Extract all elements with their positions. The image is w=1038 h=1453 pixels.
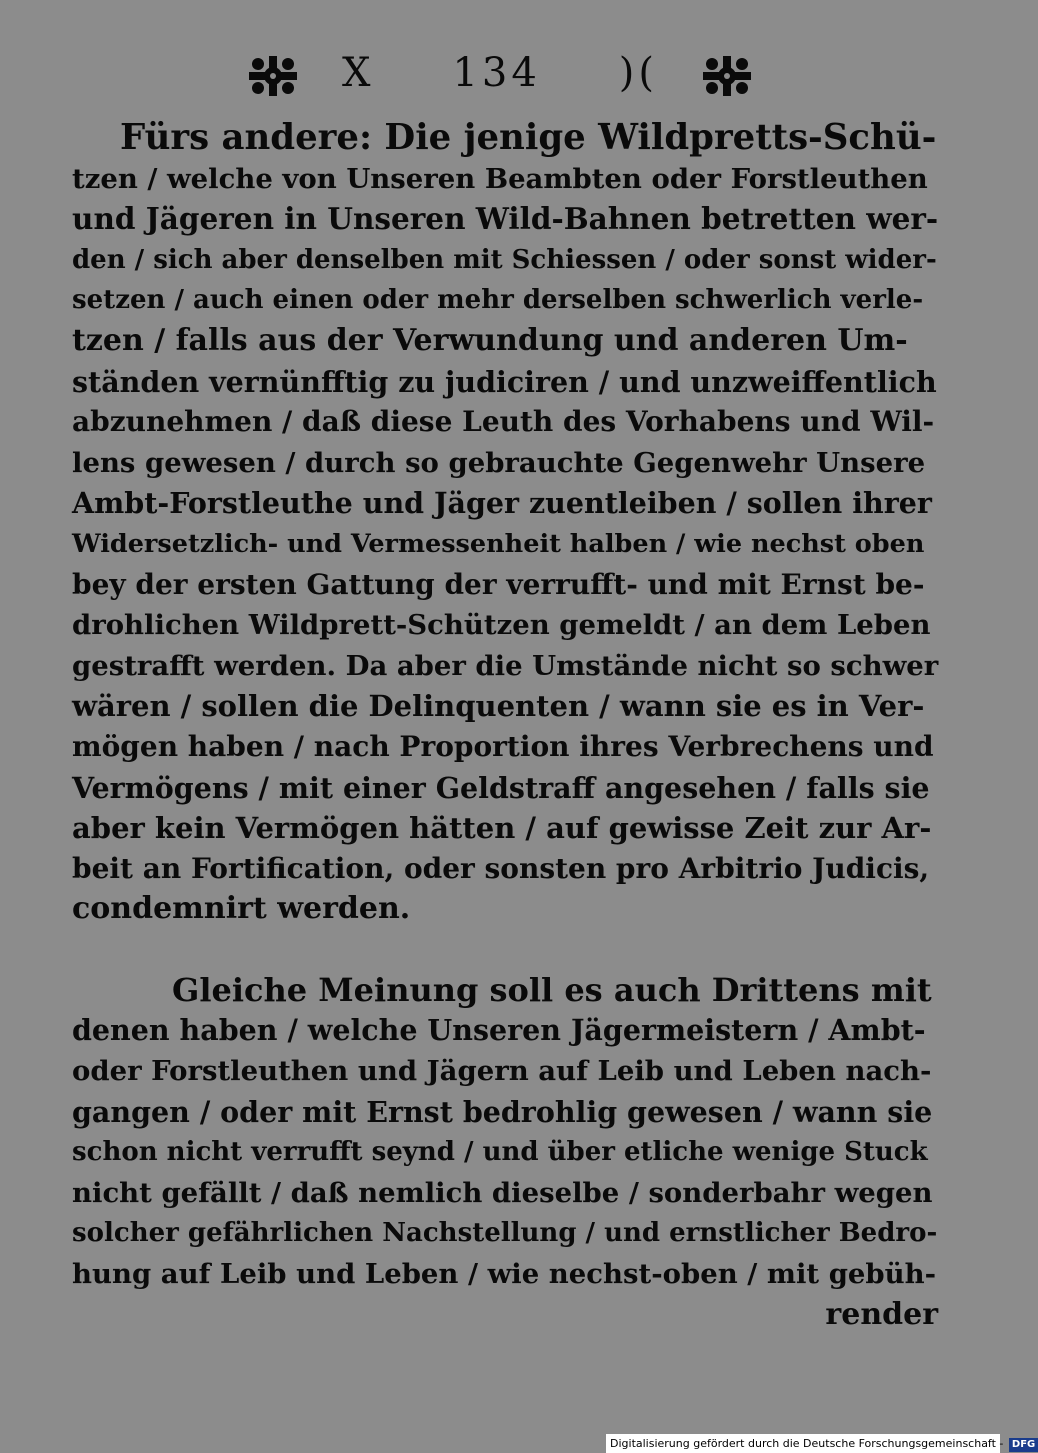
header-paren-left: X xyxy=(342,50,375,96)
text-line: bey der ersten Gattung der verrufft- und mit Ernst be- xyxy=(72,567,925,601)
body-text xyxy=(72,118,938,1335)
text-line: gestrafft werden. Da aber die Umstände nicht so schwer xyxy=(72,649,939,682)
text-line: Ambt-Forstleuthe und Jäger zuentleiben / sollen ihrer xyxy=(72,486,932,521)
dfg-logo-badge: DFG xyxy=(1009,1438,1038,1452)
paragraph-first xyxy=(72,118,938,930)
text-line: beit an Fortification, oder sonsten pro Arbitrio Judicis, xyxy=(72,851,930,885)
text-line: drohlichen Wildprett-Schützen gemeldt / an dem Leben xyxy=(72,609,931,642)
header-paren-right: )( xyxy=(618,50,658,96)
page-header xyxy=(0,38,1000,108)
text-line: schon nicht verrufft seynd / und über etliche wenige Stuck xyxy=(72,1137,928,1168)
catchword: render xyxy=(825,1296,938,1332)
digitization-footer xyxy=(606,1434,1036,1453)
cross-flower-ornament-left-icon xyxy=(244,54,302,98)
text-line: hung auf Leib und Leben / wie nechst-oben / mit gebüh- xyxy=(72,1258,937,1291)
text-line: denen haben / welche Unseren Jägermeistern / Ambt- xyxy=(72,1013,926,1048)
page-number: 134 xyxy=(452,50,541,96)
text-line: nicht gefällt / daß nemlich dieselbe / sonderbahr wegen xyxy=(72,1176,933,1209)
text-line: setzen / auch einen oder mehr derselben schwerlich verle- xyxy=(72,285,924,316)
text-line: ständen vernünfftig zu judiciren / und unzweiffentlich xyxy=(72,364,937,399)
text-line: wären / sollen die Delinquenten / wann sie es in Ver- xyxy=(72,689,925,724)
footer-text: Digitalisierung gefördert durch die Deutsche Forschungsgemeinschaft - xyxy=(610,1437,1004,1450)
text-line: Fürs andere: Die jenige Wildpretts-Schü- xyxy=(120,117,937,158)
text-line: tzen / welche von Unseren Beambten oder Forstleuthen xyxy=(72,162,928,195)
text-line: abzunehmen / daß diese Leuth des Vorhabens und Wil- xyxy=(72,405,935,439)
text-line: Widersetzlich- und Vermessenheit halben / wie nechst oben xyxy=(72,528,925,559)
text-line: Vermögens / mit einer Geldstraff angesehen / falls sie xyxy=(72,770,930,805)
text-line: solcher gefährlichen Nachstellung / und ernstlicher Bedro- xyxy=(72,1218,938,1249)
text-line: oder Forstleuthen und Jägern auf Leib und Leben nach- xyxy=(72,1055,932,1088)
text-line: tzen / falls aus der Verwundung und anderen Um- xyxy=(72,322,908,358)
cross-flower-ornament-right-icon xyxy=(698,54,756,98)
text-line: den / sich aber denselben mit Schiessen / oder sonst wider- xyxy=(72,244,937,275)
paragraph-second xyxy=(72,970,938,1335)
text-line: gangen / oder mit Ernst bedrohlig gewesen / wann sie xyxy=(72,1094,933,1129)
text-line: condemnirt werden. xyxy=(72,891,411,927)
text-line: und Jägeren in Unseren Wild-Bahnen betretten wer- xyxy=(72,201,939,237)
text-line: lens gewesen / durch so gebrauchte Gegenwehr Unsere xyxy=(72,446,926,479)
text-line: aber kein Vermögen hätten / auf gewisse Zeit zur Ar- xyxy=(72,811,932,846)
text-line: Gleiche Meinung soll es auch Drittens mit xyxy=(172,970,932,1009)
text-line: mögen haben / nach Proportion ihres Verbrechens und xyxy=(72,729,934,763)
